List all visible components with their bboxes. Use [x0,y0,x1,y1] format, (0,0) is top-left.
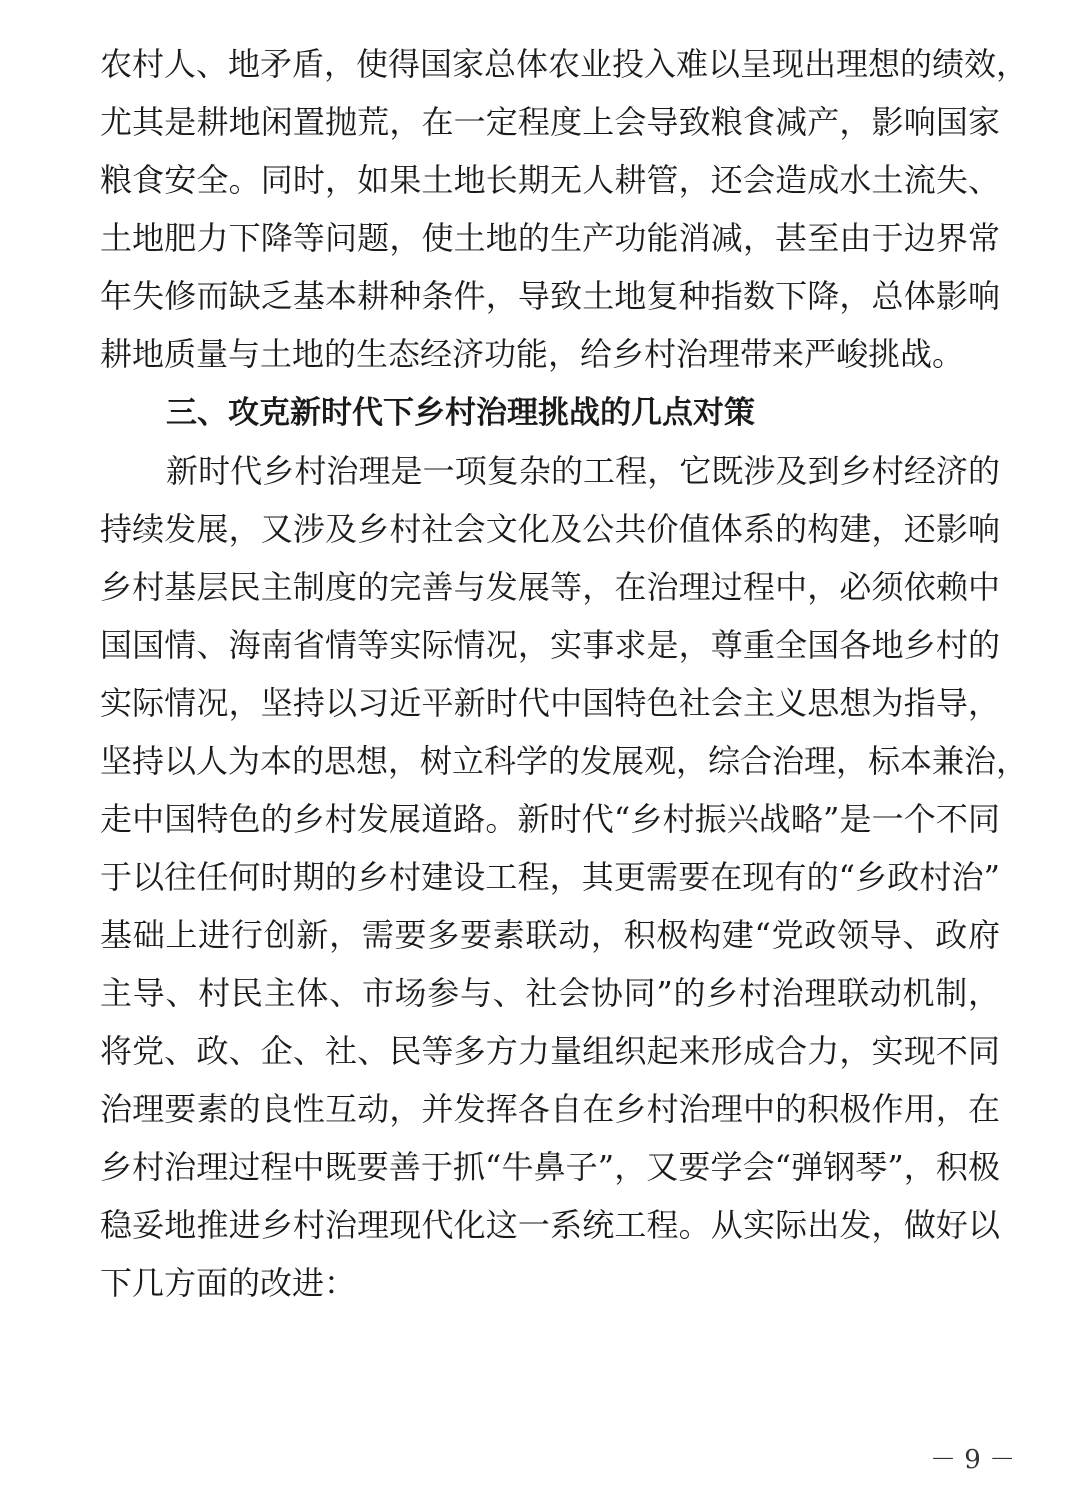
paragraph-1-line-6: 耕地质量与土地的生态经济功能，给乡村治理带来严峻挑战。 [100,335,965,373]
paragraph-2-line-6: 坚持以人为本的思想，树立科学的发展观，综合治理，标本兼治， [100,742,1029,780]
paragraph-2-line-14: 稳妥地推进乡村治理现代化这一系统工程。从实际出发，做好以 [100,1206,1000,1244]
paragraph-1-line-4: 土地肥力下降等问题，使土地的生产功能消减，甚至由于边界常 [100,219,1000,257]
paragraph-2-line-1: 新时代乡村治理是一项复杂的工程，它既涉及到乡村经济的 [166,452,1000,490]
paragraph-2-line-2: 持续发展，又涉及乡村社会文化及公共价值体系的构建，还影响 [100,510,1000,548]
paragraph-1-line-5: 年失修而缺乏基本耕种条件，导致土地复种指数下降，总体影响 [100,277,1000,315]
paragraph-2-line-15: 下几方面的改进： [100,1264,357,1302]
paragraph-2-line-3: 乡村基层民主制度的完善与发展等，在治理过程中，必须依赖中 [100,568,1000,606]
page-number: － 9 － [930,1445,1016,1475]
paragraph-2-line-5: 实际情况，坚持以习近平新时代中国特色社会主义思想为指导， [100,684,1000,722]
paragraph-1-line-1: 农村人、地矛盾，使得国家总体农业投入难以呈现出理想的绩效， [100,45,1029,83]
section-heading: 三、攻克新时代下乡村治理挑战的几点对策 [166,395,755,431]
paragraph-1-line-2: 尤其是耕地闲置抛荒，在一定程度上会导致粮食减产，影响国家 [100,103,1000,141]
paragraph-2-line-10: 主导、村民主体、市场参与、社会协同”的乡村治理联动机制， [100,974,1000,1012]
paragraph-2-line-12: 治理要素的良性互动，并发挥各自在乡村治理中的积极作用，在 [100,1090,1000,1128]
paragraph-2-line-7: 走中国特色的乡村发展道路。新时代“乡村振兴战略”是一个不同 [100,800,1000,838]
paragraph-2-line-8: 于以往任何时期的乡村建设工程，其更需要在现有的“乡政村治” [100,858,1000,896]
paragraph-2-line-13: 乡村治理过程中既要善于抓“牛鼻子”，又要学会“弹钢琴”，积极 [100,1148,1000,1186]
paragraph-2-line-4: 国国情、海南省情等实际情况，实事求是，尊重全国各地乡村的 [100,626,1000,664]
paragraph-2-line-11: 将党、政、企、社、民等多方力量组织起来形成合力，实现不同 [100,1032,1000,1070]
paragraph-2-line-9: 基础上进行创新，需要多要素联动，积极构建“党政领导、政府 [100,916,1000,954]
paragraph-1-line-3: 粮食安全。同时，如果土地长期无人耕管，还会造成水土流失、 [100,161,1000,199]
